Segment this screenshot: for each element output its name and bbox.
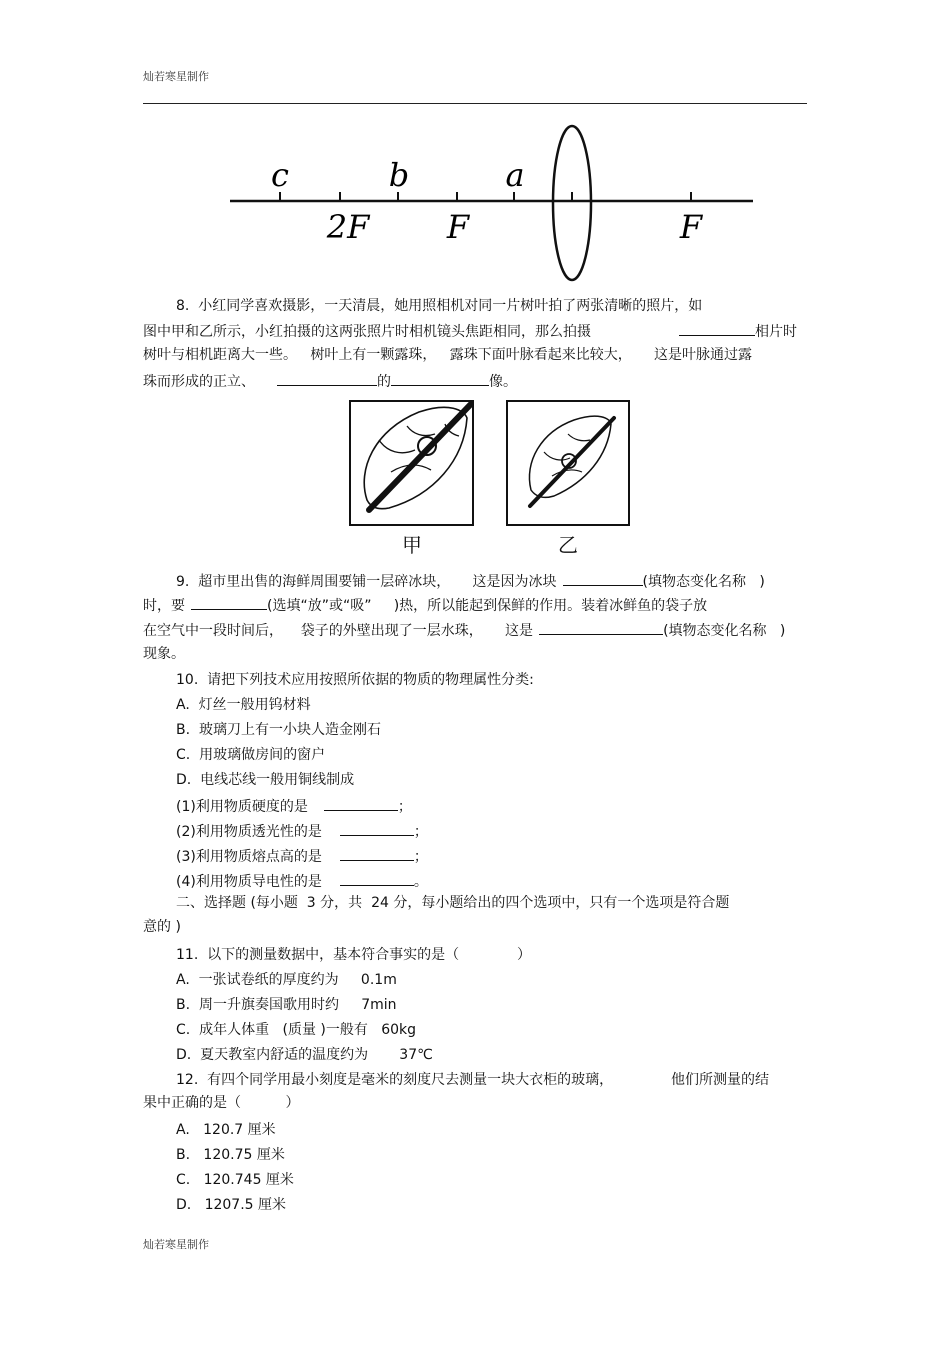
q10-sub-3-end: ；	[413, 849, 428, 865]
q9-line-3-end: (填物态变化名称 )	[663, 623, 786, 639]
q10-sub-4-text: (4)利用物质导电性的是	[176, 874, 322, 890]
q11-option-a: A. 一张试卷纸的厚度约为 0.1m	[176, 972, 397, 988]
q10-sub-3-text: (3)利用物质熔点高的是	[176, 849, 322, 865]
section-2-title-cont: 意的 )	[143, 919, 181, 935]
q12-option-c: C. 120.745 厘米	[176, 1172, 294, 1188]
page-header: 灿若寒星制作	[143, 70, 209, 83]
convex-lens	[553, 126, 591, 280]
q11-option-c: C. 成年人体重 (质量 )一般有 60kg	[176, 1022, 417, 1038]
q9-blank-3[interactable]	[539, 620, 663, 635]
label-b: b	[388, 156, 410, 194]
q9-line-1-end: (填物态变化名称 )	[642, 574, 765, 590]
q10-option-d: D. 电线芯线一般用铜线制成	[176, 772, 355, 788]
q10-sub-2-end: ；	[413, 824, 428, 840]
q10-blank-1[interactable]	[324, 796, 398, 811]
q10-sub-3	[176, 846, 428, 866]
q8-line-3: 树叶与相机距离大一些。 树叶上有一颗露珠， 露珠下面叶脉看起来比较大， 这是叶脉通过露	[143, 347, 752, 363]
label-f-left: F	[446, 208, 470, 246]
q9-line-2	[143, 595, 707, 615]
q12-option-b: B. 120.75 厘米	[176, 1147, 285, 1163]
lens-figure	[225, 120, 760, 285]
q9-blank-2[interactable]	[191, 595, 267, 610]
leaf-photo-jia	[349, 400, 475, 528]
q12-option-a: A. 120.7 厘米	[176, 1122, 276, 1138]
q10-option-a: A. 灯丝一般用钨材料	[176, 697, 311, 713]
q8-line-2-end: 相片时	[755, 324, 797, 340]
q8-blank-3[interactable]	[391, 371, 489, 386]
caption-jia: 甲	[402, 533, 422, 557]
q8-line-2-text: 图中甲和乙所示，小红拍摄的这两张照片时相机镜头焦距相同，那么拍摄	[143, 324, 591, 340]
q12-stem-cont: 果中正确的是（ ）	[143, 1095, 300, 1111]
q10-sub-1-end: ；	[397, 799, 412, 815]
q9-line-2-end: (选填“放”或“吸” )热，所以能起到保鲜的作用。装着冰鲜鱼的袋子放	[267, 598, 708, 614]
q8-line-4-mid: 的	[377, 374, 391, 390]
q9-line-1	[176, 571, 765, 591]
q10-stem: 10. 请把下列技术应用按照所依据的物质的物理属性分类:	[176, 672, 534, 688]
label-c: c	[271, 156, 289, 194]
q12-stem: 12. 有四个同学用最小刻度是毫米的刻度尺去测量一块大衣柜的玻璃， 他们所测量的结	[176, 1072, 770, 1088]
q10-sub-2-text: (2)利用物质透光性的是	[176, 824, 322, 840]
q10-blank-3[interactable]	[340, 846, 414, 861]
q10-sub-2	[176, 821, 428, 841]
caption-yi: 乙	[558, 533, 578, 557]
q8-line-1: 8. 小红同学喜欢摄影，一天清晨，她用照相机对同一片树叶拍了两张清晰的照片，如	[176, 298, 703, 314]
q10-sub-1	[176, 796, 412, 816]
q8-line-2	[143, 321, 797, 341]
q10-option-b: B. 玻璃刀上有一小块人造金刚石	[176, 722, 381, 738]
q10-blank-4[interactable]	[340, 871, 414, 886]
label-2f: 2F	[326, 208, 370, 246]
q9-line-3	[143, 620, 785, 640]
q11-stem: 11. 以下的测量数据中，基本符合事实的是（ ）	[176, 947, 532, 963]
q9-line-2-text: 时，要	[143, 598, 185, 614]
q9-line-1-text: 9. 超市里出售的海鲜周围要铺一层碎冰块， 这是因为冰块	[176, 574, 557, 590]
q8-blank-2[interactable]	[277, 371, 377, 386]
q10-sub-4-end: 。	[413, 874, 428, 890]
q10-sub-1-text: (1)利用物质硬度的是	[176, 799, 308, 815]
q9-line-3-text: 在空气中一段时间后， 袋子的外壁出现了一层水珠， 这是	[143, 623, 534, 639]
q12-option-d: D. 1207.5 厘米	[176, 1197, 287, 1213]
q9-blank-1[interactable]	[563, 571, 643, 586]
q10-blank-2[interactable]	[340, 821, 414, 836]
q11-option-d: D. 夏天教室内舒适的温度约为 37℃	[176, 1047, 433, 1063]
q8-blank-1[interactable]	[679, 321, 755, 336]
label-a: a	[505, 156, 525, 194]
q8-line-4-text: 珠而形成的正立、	[143, 374, 255, 390]
q9-line-4: 现象。	[143, 646, 185, 662]
q10-sub-4	[176, 871, 428, 891]
q11-option-b: B. 周一升旗奏国歌用时约 7min	[176, 997, 397, 1013]
header-rule	[143, 103, 807, 104]
label-f-right: F	[679, 208, 703, 246]
q10-option-c: C. 用玻璃做房间的窗户	[176, 747, 326, 763]
leaf-photo-yi	[506, 400, 632, 528]
q8-line-4	[143, 371, 517, 391]
page-footer: 灿若寒星制作	[143, 1238, 209, 1251]
section-2-title: 二、选择题 (每小题 3 分，共 24 分，每小题给出的四个选项中，只有一个选项是符合题	[176, 895, 730, 911]
q8-line-4-end: 像。	[489, 374, 517, 390]
